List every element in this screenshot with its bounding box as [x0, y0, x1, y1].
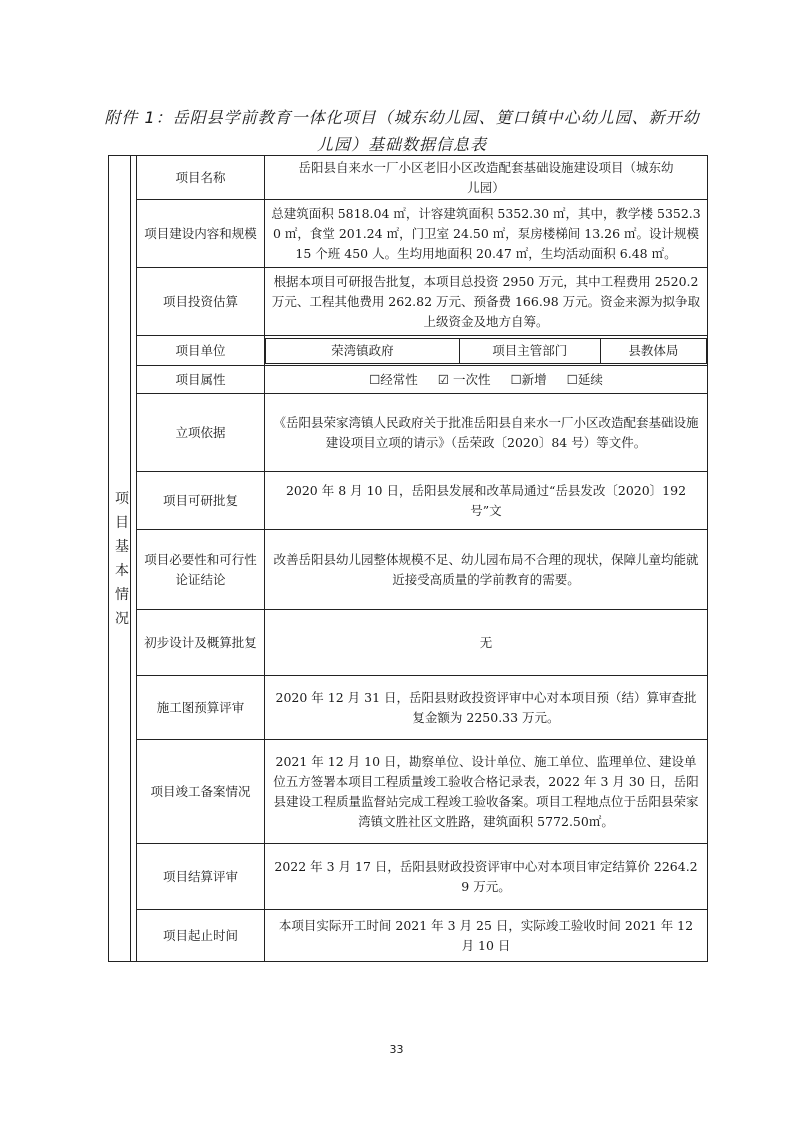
value-completion: 2021 年 12 月 10 日，勘察单位、设计单位、施工单位、监理单位、建设单位五方签署本项目工程质量竣工验收合格记录表，2022 年 3 月 30 日，岳阳县建设工程质量监督站完成工程竣工验收备案。项目工程地点位于岳阳县荣家湾镇文胜社区文胜路，建筑面积 5772.50㎡。: [265, 740, 708, 844]
label-invest: 项目投资估算: [137, 268, 265, 336]
value-invest: 根据本项目可研报告批复，本项目总投资 2950 万元，其中工程费用 2520.2 万元、工程其他费用 262.82 万元、预备费 166.98 万元。资金来源为拟争取上级资金及地方自筹。: [265, 268, 708, 336]
label-prelim: 初步设计及概算批复: [137, 610, 265, 676]
value-attr: [265, 366, 708, 394]
document-title: 附件 1：岳阳县学前教育一体化项目（城东幼儿园、筻口镇中心幼儿园、新开幼儿园）基础数据信息表: [104, 108, 700, 154]
value-scale: 总建筑面积 5818.04 ㎡，计容建筑面积 5352.30 ㎡，其中，教学楼 5352.30 ㎡，食堂 201.24 ㎡，门卫室 24.50 ㎡，泵房楼梯间 13.26 ㎡。设计规模 15 个班 450 人。生均用地面积 20.47 ㎡，生均活动面积 6.48 ㎡。: [265, 200, 708, 268]
checkbox-new: ☐新增: [510, 371, 547, 387]
label-basis: 立项依据: [137, 394, 265, 472]
label-necessity: 项目必要性和可行性论证结论: [137, 530, 265, 610]
checkbox-one-time: ☑ 一次性: [437, 371, 491, 387]
label-unit: 项目单位: [137, 336, 265, 366]
row-prelim: [109, 610, 708, 676]
label-dept: 项目主管部门: [459, 338, 600, 363]
row-period: [109, 910, 708, 962]
project-info-table: [108, 155, 708, 962]
label-budget: 施工图预算评审: [137, 676, 265, 740]
row-feasibility: [109, 472, 708, 530]
section-label-cell: [109, 156, 131, 962]
label-feasibility: 项目可研批复: [137, 472, 265, 530]
label-attr: 项目属性: [137, 366, 265, 394]
value-budget: 2020 年 12 月 31 日，岳阳县财政投资评审中心对本项目预（结）算审查批复金额为 2250.33 万元。: [265, 676, 708, 740]
value-settlement: 2022 年 3 月 17 日，岳阳县财政投资评审中心对本项目审定结算价 2264.29 万元。: [265, 844, 708, 910]
value-period: 本项目实际开工时间 2021 年 3 月 25 日，实际竣工验收时间 2021 年 12 月 10 日: [265, 910, 708, 962]
row-completion: [109, 740, 708, 844]
page-number: 33: [389, 1043, 404, 1056]
value-project-name: 岳阳县自来水一厂小区老旧小区改造配套基础设施建设项目（城东幼儿园）: [265, 156, 708, 200]
row-project-name: [109, 156, 708, 200]
row-attr: [109, 366, 708, 394]
section-label: 项目基本情况: [115, 490, 129, 627]
label-period: 项目起止时间: [137, 910, 265, 962]
value-prelim: 无: [265, 610, 708, 676]
value-basis: 《岳阳县荣家湾镇人民政府关于批准岳阳县自来水一厂小区改造配套基础设施建设项目立项的请示》（岳荣政〔2020〕84 号）等文件。: [265, 394, 708, 472]
label-scale: 项目建设内容和规模: [137, 200, 265, 268]
label-completion: 项目竣工备案情况: [137, 740, 265, 844]
label-project-name: 项目名称: [137, 156, 265, 200]
row-basis: [109, 394, 708, 472]
value-dept: 县教体局: [600, 338, 706, 363]
value-necessity: 改善岳阳县幼儿园整体规模不足、幼儿园布局不合理的现状，保障儿童均能就近接受高质量的学前教育的需要。: [265, 530, 708, 610]
value-unit: 荣湾镇政府: [266, 338, 460, 363]
row-scale: [109, 200, 708, 268]
checkbox-regular: ☐经常性: [369, 371, 418, 387]
row-invest: [109, 268, 708, 336]
row-unit: [109, 336, 708, 366]
label-settlement: 项目结算评审: [137, 844, 265, 910]
row-settlement: [109, 844, 708, 910]
row-necessity: [109, 530, 708, 610]
row-budget: [109, 676, 708, 740]
checkbox-continue: ☐延续: [566, 371, 603, 387]
value-feasibility: 2020 年 8 月 10 日，岳阳县发展和改革局通过“岳县发改〔2020〕192 号”文: [265, 472, 708, 530]
